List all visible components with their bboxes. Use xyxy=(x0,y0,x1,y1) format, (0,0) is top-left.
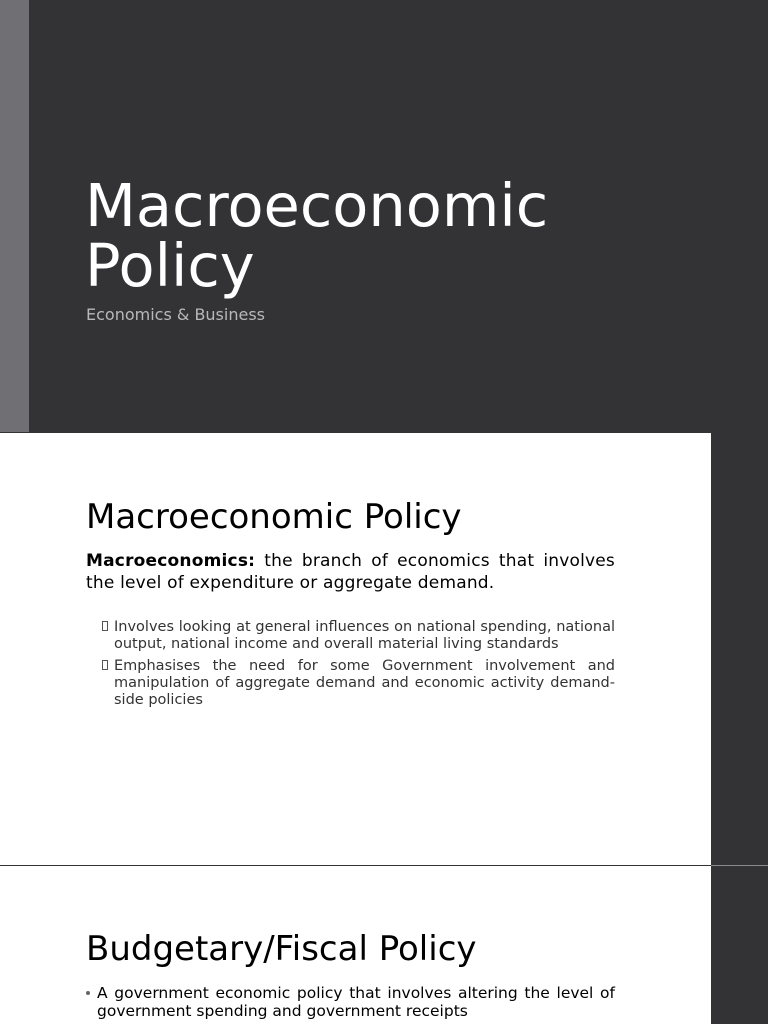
side-strip xyxy=(711,433,768,865)
sub-bullet-list xyxy=(100,619,615,714)
definition-term: Macroeconomics: xyxy=(86,551,256,571)
slide-heading: Macroeconomic Policy xyxy=(86,497,462,537)
list-item xyxy=(100,619,615,653)
dot-bullet-icon xyxy=(86,991,90,995)
list-item-text: Involves looking at general influences on national spending, national output, national income and overall material living standards xyxy=(114,619,615,652)
slide-heading: Budgetary/Fiscal Policy xyxy=(86,929,477,969)
slide-title xyxy=(85,171,685,300)
definition-paragraph xyxy=(86,550,615,594)
list-item-text: A government economic policy that involves altering the level of government spending and government receipts xyxy=(97,984,615,1020)
slide-title-line1: Macroeconomic xyxy=(85,171,549,240)
list-item-text: Emphasises the need for some Government involvement and manipulation of aggregate demand and economic activity demand-side policies xyxy=(114,658,615,708)
list-item xyxy=(100,658,615,709)
slide-subtitle: Economics & Business xyxy=(86,305,265,324)
slide-title-line2: Policy xyxy=(85,231,255,300)
list-item xyxy=(86,984,615,1020)
box-bullet-icon xyxy=(102,660,108,670)
title-slide xyxy=(0,0,768,432)
accent-bar xyxy=(0,0,29,432)
definition-text: the branch of economics that involves the level of expenditure or aggregate demand. xyxy=(86,551,615,593)
box-bullet-icon xyxy=(102,621,108,631)
side-strip xyxy=(711,866,768,1024)
bullet-list xyxy=(86,984,615,1020)
